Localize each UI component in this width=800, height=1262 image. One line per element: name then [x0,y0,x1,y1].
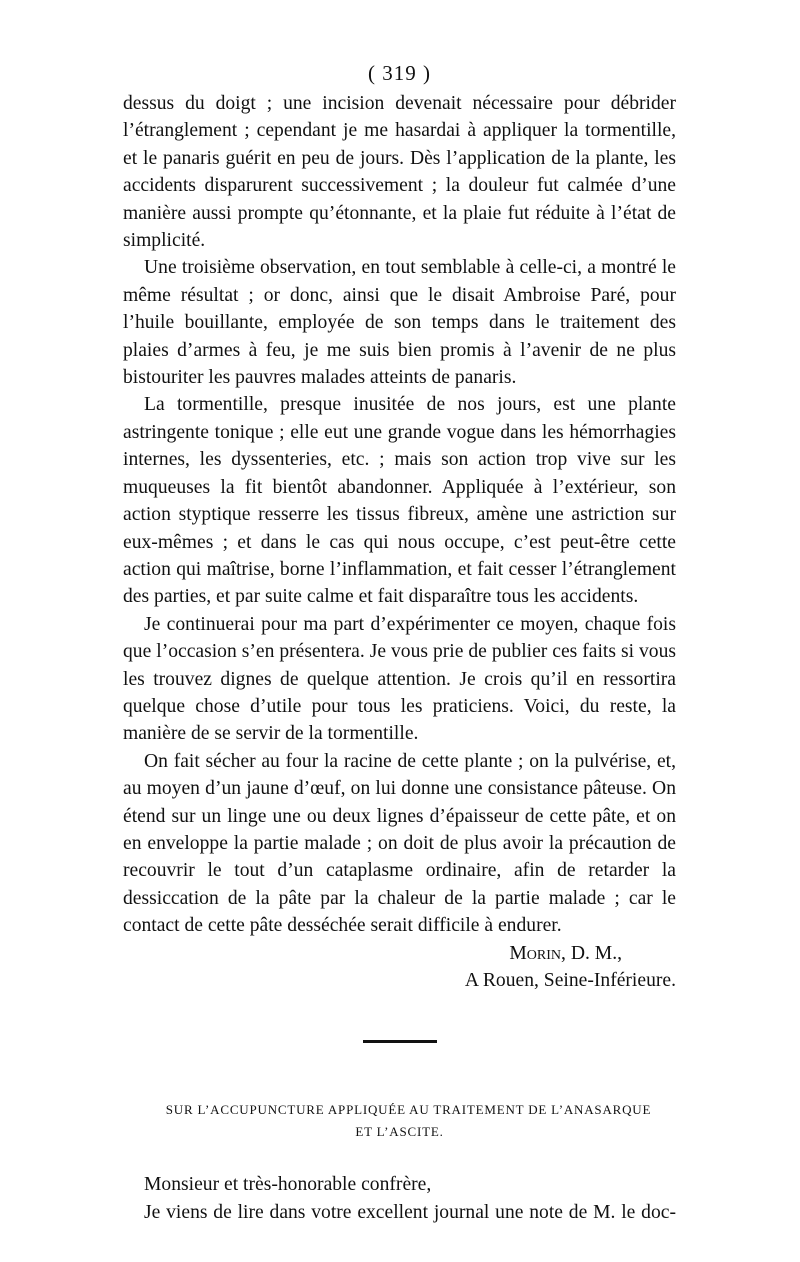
paragraph-observation: Une troisième observation, en tout semblable à celle-ci, a montré le même résultat ; or donc, ainsi que le disait Ambroise Paré, pour l’huile bouillante, employée de son temps dans le traitement des plaies d’armes à feu, je me suis bien promis à l’avenir de ne plus bistouriter les pauvres malades atteints de panaris. [123,257,676,389]
section-divider [363,1040,437,1043]
signature-block [123,940,676,995]
signature-name-line [123,940,676,967]
section-title-line-2: ET L’ASCITE. [355,1124,444,1140]
page-number: ( 319 ) [368,61,431,85]
paragraph-continuation: dessus du doigt ; une incision devenait nécessaire pour débrider l’étranglement ; cependant je me hasardai à appliquer la tormentille, et le panaris guérit en peu de jours. Dès l’application de la plante, les accidents disparurent successivement ; la douleur fut calmée d’une manière aussi prompte qu’étonnante, et la plaie fut réduite à l’état de simplicité. [123,93,676,252]
paragraph-preparation: On fait sécher au four la racine de cette plante ; on la pulvérise, et, au moyen d’un jaune d’œuf, on lui donne une consistance pâteuse. On étend sur un linge une ou deux lignes d’épaisseur de cette pâte, et on en enveloppe la partie malade ; on doit de plus avoir la précaution de recouvrir le tout d’un cataplasme ordinaire, afin de retarder la dessiccation de la pâte par la chaleur de la partie malade ; car le contact de cette pâte desséchée serait difficile à endurer. [123,750,676,937]
author-degree: , D. M., [561,942,622,964]
author-name: Morin [509,942,562,964]
author-location: A Rouen, Seine-Inférieure. [464,970,676,991]
paragraph-continuerai: Je continuerai pour ma part d’expérimenter ce moyen, chaque fois que l’occasion s’en présentera. Je vous prie de publier ces faits si vous les trouvez dignes de quelque attention. Je crois qu’il en ressortira quelque chose d’utile pour tous les praticiens. Voici, du reste, la manière de se servir de la tormentille. [123,613,676,745]
letter-salutation: Monsieur et très-honorable confrère, [144,1174,432,1196]
document-page [123,58,676,1226]
section-title-line-1: SUR L’ACCUPUNCTURE APPLIQUÉE AU TRAITEMENT DE L’ANASARQUE [165,1102,652,1118]
paragraph-tormentille: La tormentille, presque inusitée de nos jours, est une plante astringente tonique ; elle eut une grande vogue dans les hémorrhagies internes, les dyssenteries, etc. ; mais son action trop vive sur les muqueuses la fit bientôt abandonner. Appliquée à l’extérieur, son action styptique resserre les tissus fibreux, amène une astriction sur eux-mêmes ; et dans le cas qui nous occupe, c’est peut-être cette action qui maîtrise, borne l’inflammation, et fait cesser l’étranglement des parties, et par suite calme et fait disparaître tous les accidents. [123,394,676,608]
letter-opening-line: Je viens de lire dans votre excellent journal une note de M. le doc- [144,1201,676,1223]
